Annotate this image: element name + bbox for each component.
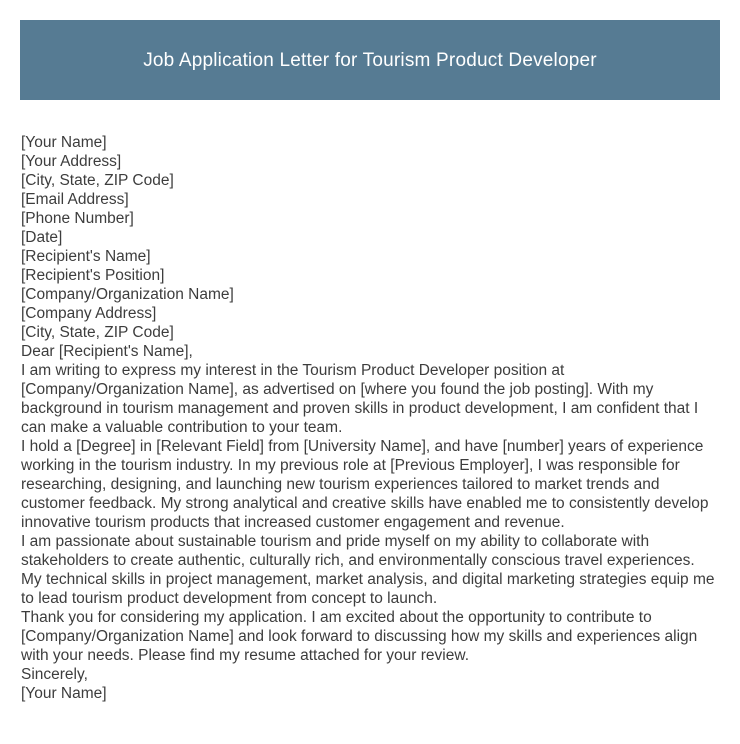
closing-line: Sincerely, [21,666,88,683]
document-page [0,20,740,744]
recipient-name-line: [Recipient's Name] [21,248,151,265]
letter-body [0,100,740,703]
recipient-position-line: [Recipient's Position] [21,267,165,284]
date-line: [Date] [21,229,63,246]
sender-city-line: [City, State, ZIP Code] [21,172,174,189]
letter-title-band [20,20,720,100]
company-city-line: [City, State, ZIP Code] [21,324,174,341]
sender-name-line: [Your Name] [21,134,107,151]
company-name-line: [Company/Organization Name] [21,286,234,303]
sender-email-line: [Email Address] [21,191,129,208]
page-title: Job Application Letter for Tourism Product Developer [143,49,597,71]
sender-address-line: [Your Address] [21,153,122,170]
paragraph-thank-you: Thank you for considering my application. I am excited about the opportunity to contribute to [Company/Organization Name] and look forward to discussing how my skills and experiences align with your needs. Please find my resume attached for your review. [21,609,698,664]
salutation-line: Dear [Recipient's Name], [21,343,193,360]
paragraph-skills: I am passionate about sustainable tourism and pride myself on my ability to collaborate with stakeholders to create authentic, culturally rich, and environmentally conscious travel experiences. My technical skills in project management, market analysis, and digital marketing strategies equip me to lead tourism product development from concept to launch. [21,533,715,607]
sender-phone-line: [Phone Number] [21,210,134,227]
signature-line: [Your Name] [21,685,107,702]
company-address-line: [Company Address] [21,305,157,322]
paragraph-introduction: I am writing to express my interest in the Tourism Product Developer position at [Company/Organization Name], as advertised on [where you found the job posting]. With my background in tourism management and proven skills in product development, I am confident that I can make a valuable contribution to your team. [21,362,699,436]
paragraph-experience: I hold a [Degree] in [Relevant Field] from [University Name], and have [number] years of experience working in the tourism industry. In my previous role at [Previous Employer], I was responsible for researching, designing, and launching new tourism experiences tailored to market trends and customer feedback. My strong analytical and creative skills have enabled me to consistently develop innovative tourism products that increased customer engagement and revenue. [21,438,709,531]
